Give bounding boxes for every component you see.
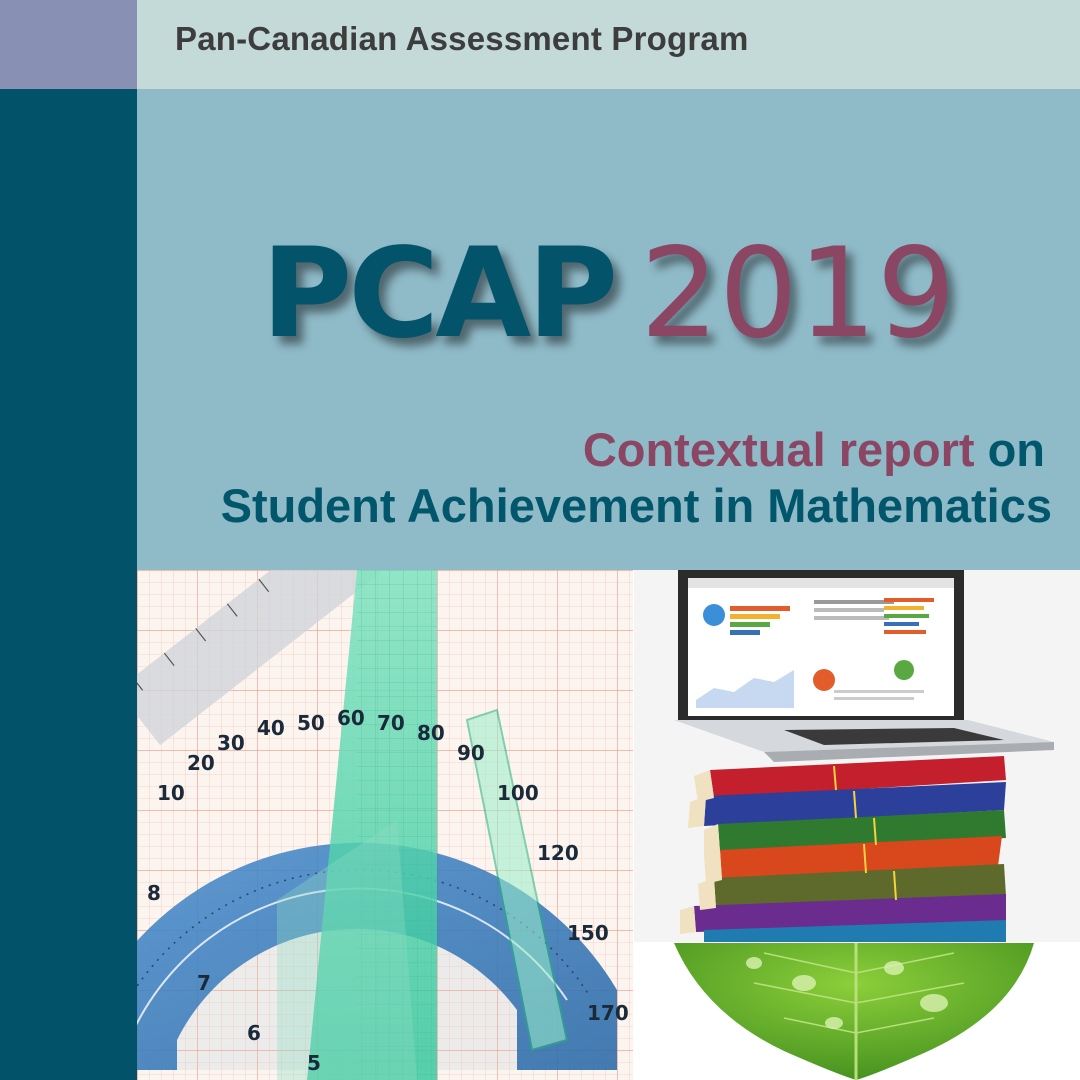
svg-text:70: 70 bbox=[377, 711, 405, 735]
svg-text:90: 90 bbox=[457, 741, 485, 765]
report-title bbox=[137, 222, 1080, 366]
leaf-photo bbox=[634, 943, 1080, 1080]
svg-text:80: 80 bbox=[417, 721, 445, 745]
svg-text:100: 100 bbox=[497, 781, 539, 805]
svg-text:5: 5 bbox=[307, 1051, 321, 1075]
svg-text:40: 40 bbox=[257, 716, 285, 740]
svg-text:7: 7 bbox=[197, 971, 211, 995]
left-color-strip bbox=[0, 89, 137, 1080]
svg-text:170: 170 bbox=[587, 1001, 629, 1025]
subtitle-line-1 bbox=[583, 422, 1045, 477]
svg-text:6: 6 bbox=[247, 1021, 261, 1045]
svg-text:20: 20 bbox=[187, 751, 215, 775]
subtitle-line-2: Student Achievement in Mathematics bbox=[220, 479, 1052, 532]
svg-text:50: 50 bbox=[297, 711, 325, 735]
geometry-tools-photo bbox=[137, 570, 633, 1080]
svg-text:10: 10 bbox=[157, 781, 185, 805]
corner-block bbox=[0, 0, 137, 89]
svg-text:120: 120 bbox=[537, 841, 579, 865]
svg-text:150: 150 bbox=[567, 921, 609, 945]
subtitle-highlight: Contextual report bbox=[582, 423, 975, 476]
program-name: Pan-Canadian Assessment Program bbox=[175, 20, 749, 57]
title-year: 2019 bbox=[640, 222, 956, 366]
svg-text:8: 8 bbox=[147, 881, 161, 905]
laptop-books-photo bbox=[634, 570, 1080, 942]
subtitle-connector: on bbox=[987, 423, 1045, 476]
title-acronym: PCAP bbox=[261, 222, 615, 366]
svg-text:30: 30 bbox=[217, 731, 245, 755]
svg-text:60: 60 bbox=[337, 706, 365, 730]
